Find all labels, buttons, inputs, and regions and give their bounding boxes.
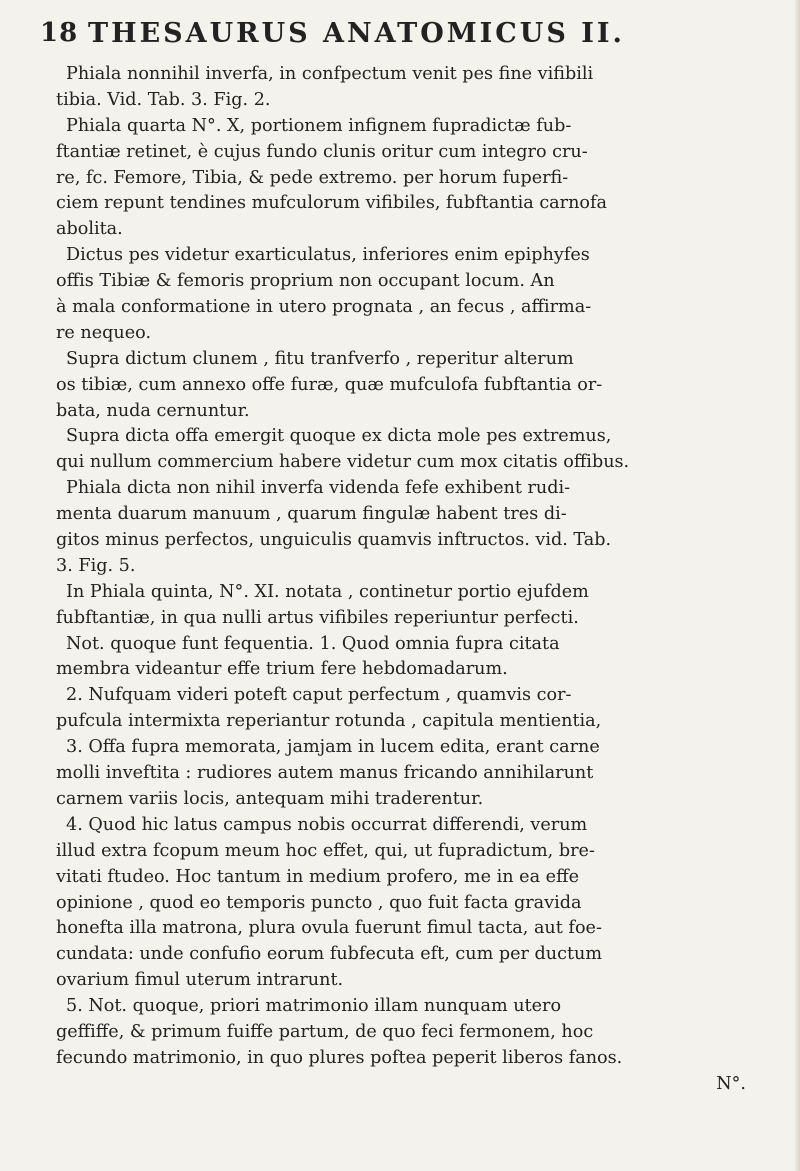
text-line: Phiala quarta N°. X, portionem infignem fupradictæ fub- [66,115,572,136]
text-line: Dictus pes videtur exarticulatus, inferiores enim epiphyfes [66,245,590,266]
text-line: ovarium fimul uterum intrarunt. [56,970,344,991]
text-line: fubftantiæ, in qua nulli artus vifibiles reperiuntur perfecti. [56,607,579,628]
text-line: Supra dicta offa emergit quoque ex dicta mole pes extremus, [66,426,612,447]
text-line: menta duarum manuum , quarum fingulæ habent tres di- [56,504,567,525]
text-line: Not. quoque funt fequentia. 1. Quod omnia fupra citata [66,633,560,654]
text-line: honefta illa matrona, plura ovula fuerunt fimul tacta, aut foe- [56,918,602,939]
text-line: membra videantur effe trium fere hebdomadarum. [56,659,508,680]
text-line: illud extra fcopum meum hoc effet, qui, ut fupradictum, bre- [56,840,595,861]
text-line: offis Tibiæ & femoris proprium non occupant locum. An [56,271,555,292]
running-head: THESAURUS ANATOMICUS II. [88,18,625,49]
text-line: pufcula intermixta reperiantur rotunda , capitula mentientia, [56,711,602,732]
text-line: 4. Quod hic latus campus nobis occurrat differendi, verum [66,814,588,835]
text-line: geffiffe, & primum fuiffe partum, de quo feci fermonem, hoc [56,1021,594,1042]
text-line: 5. Not. quoque, priori matrimonio illam nunquam utero [66,996,562,1017]
text-line: os tibiæ, cum annexo offe furæ, quæ mufculofa fubftantia or- [56,374,603,395]
text-line: carnem variis locis, antequam mihi traderentur. [56,788,484,809]
text-line: ciem repunt tendines mufculorum vifibiles, fubftantia carnofa [56,193,607,214]
text-line: abolita. [56,219,123,240]
text-line: cundata: unde confufio eorum fubfecuta eft, cum per ductum [56,944,603,965]
text-line: Phiala nonnihil inverfa, in confpectum venit pes fine vifibili [66,64,594,84]
text-line: à mala conformatione in utero prognata , an fecus , affirma- [56,297,592,318]
text-line: ftantiæ retinet, è cujus fundo clunis oritur cum integro cru- [56,141,588,162]
text-line: fecundo matrimonio, in quo plures poftea peperit liberos fanos. [56,1047,623,1068]
text-line: tibia. Vid. Tab. 3. Fig. 2. [56,89,271,110]
page-number: 18 [40,18,79,48]
text-line: vitati ftudeo. Hoc tantum in medium profero, me in ea effe [56,866,579,887]
text-line: qui nullum commercium habere videtur cum mox citatis offibus. [56,452,630,473]
catchword: N°. [716,1073,746,1094]
text-line: In Phiala quinta, N°. XI. notata , continetur portio ejufdem [66,581,589,602]
body-text [56,62,756,1098]
text-line: molli inveftita : rudiores autem manus fricando annihilarunt [56,763,594,784]
text-line: 3. Fig. 5. [56,555,136,576]
text-line: 3. Offa fupra memorata, jamjam in lucem edita, erant carne [66,737,600,758]
text-line: bata, nuda cernuntur. [56,400,250,421]
text-line: gitos minus perfectos, unguiculis quamvis inftructos. vid. Tab. [56,530,612,551]
text-line: opinione , quod eo temporis puncto , quo fuit facta gravida [56,892,582,913]
page-edge-shadow [794,0,800,1171]
text-line: re nequeo. [56,322,152,343]
text-line: Phiala dicta non nihil inverfa videnda fefe exhibent rudi- [66,478,571,499]
page-header [40,18,760,58]
text-line: re, fc. Femore, Tibia, & pede extremo. per horum fuperfi- [56,167,569,188]
text-line: Supra dictum clunem , fitu tranfverfo , reperitur alterum [66,348,574,369]
text-line: 2. Nufquam videri poteft caput perfectum , quamvis cor- [66,685,572,706]
